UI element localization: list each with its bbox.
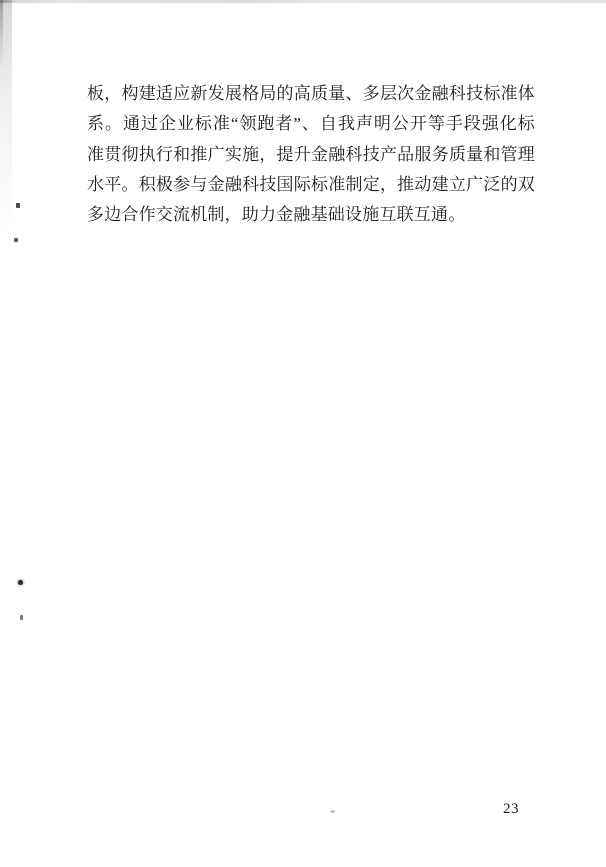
paragraph-line-1: 板，构建适应新发展格局的高质量、多层次金融科技标准体 [87, 84, 535, 103]
scan-speck [14, 238, 18, 242]
body-paragraph [87, 79, 535, 230]
scan-speck [330, 810, 335, 813]
paragraph-line-5: 多边合作交流机制，助力金融基础设施互联互通。 [87, 205, 466, 225]
paragraph-line-3: 准贯彻执行和推广实施，提升金融科技产品服务质量和管理 [87, 144, 535, 164]
scan-speck [16, 203, 20, 208]
paragraph-line-4: 水平。积极参与金融科技国际标准制定，推动建立广泛的双 [87, 174, 535, 194]
scan-speck [18, 580, 23, 585]
scan-artifact-top-edge [0, 0, 606, 3]
paragraph-line-2: 系。通过企业标准“领跑者”、自我声明公开等手段强化标 [87, 114, 535, 134]
scan-speck [20, 615, 23, 620]
page-number: 23 [503, 801, 519, 817]
scan-artifact-left-corner [0, 0, 3, 70]
